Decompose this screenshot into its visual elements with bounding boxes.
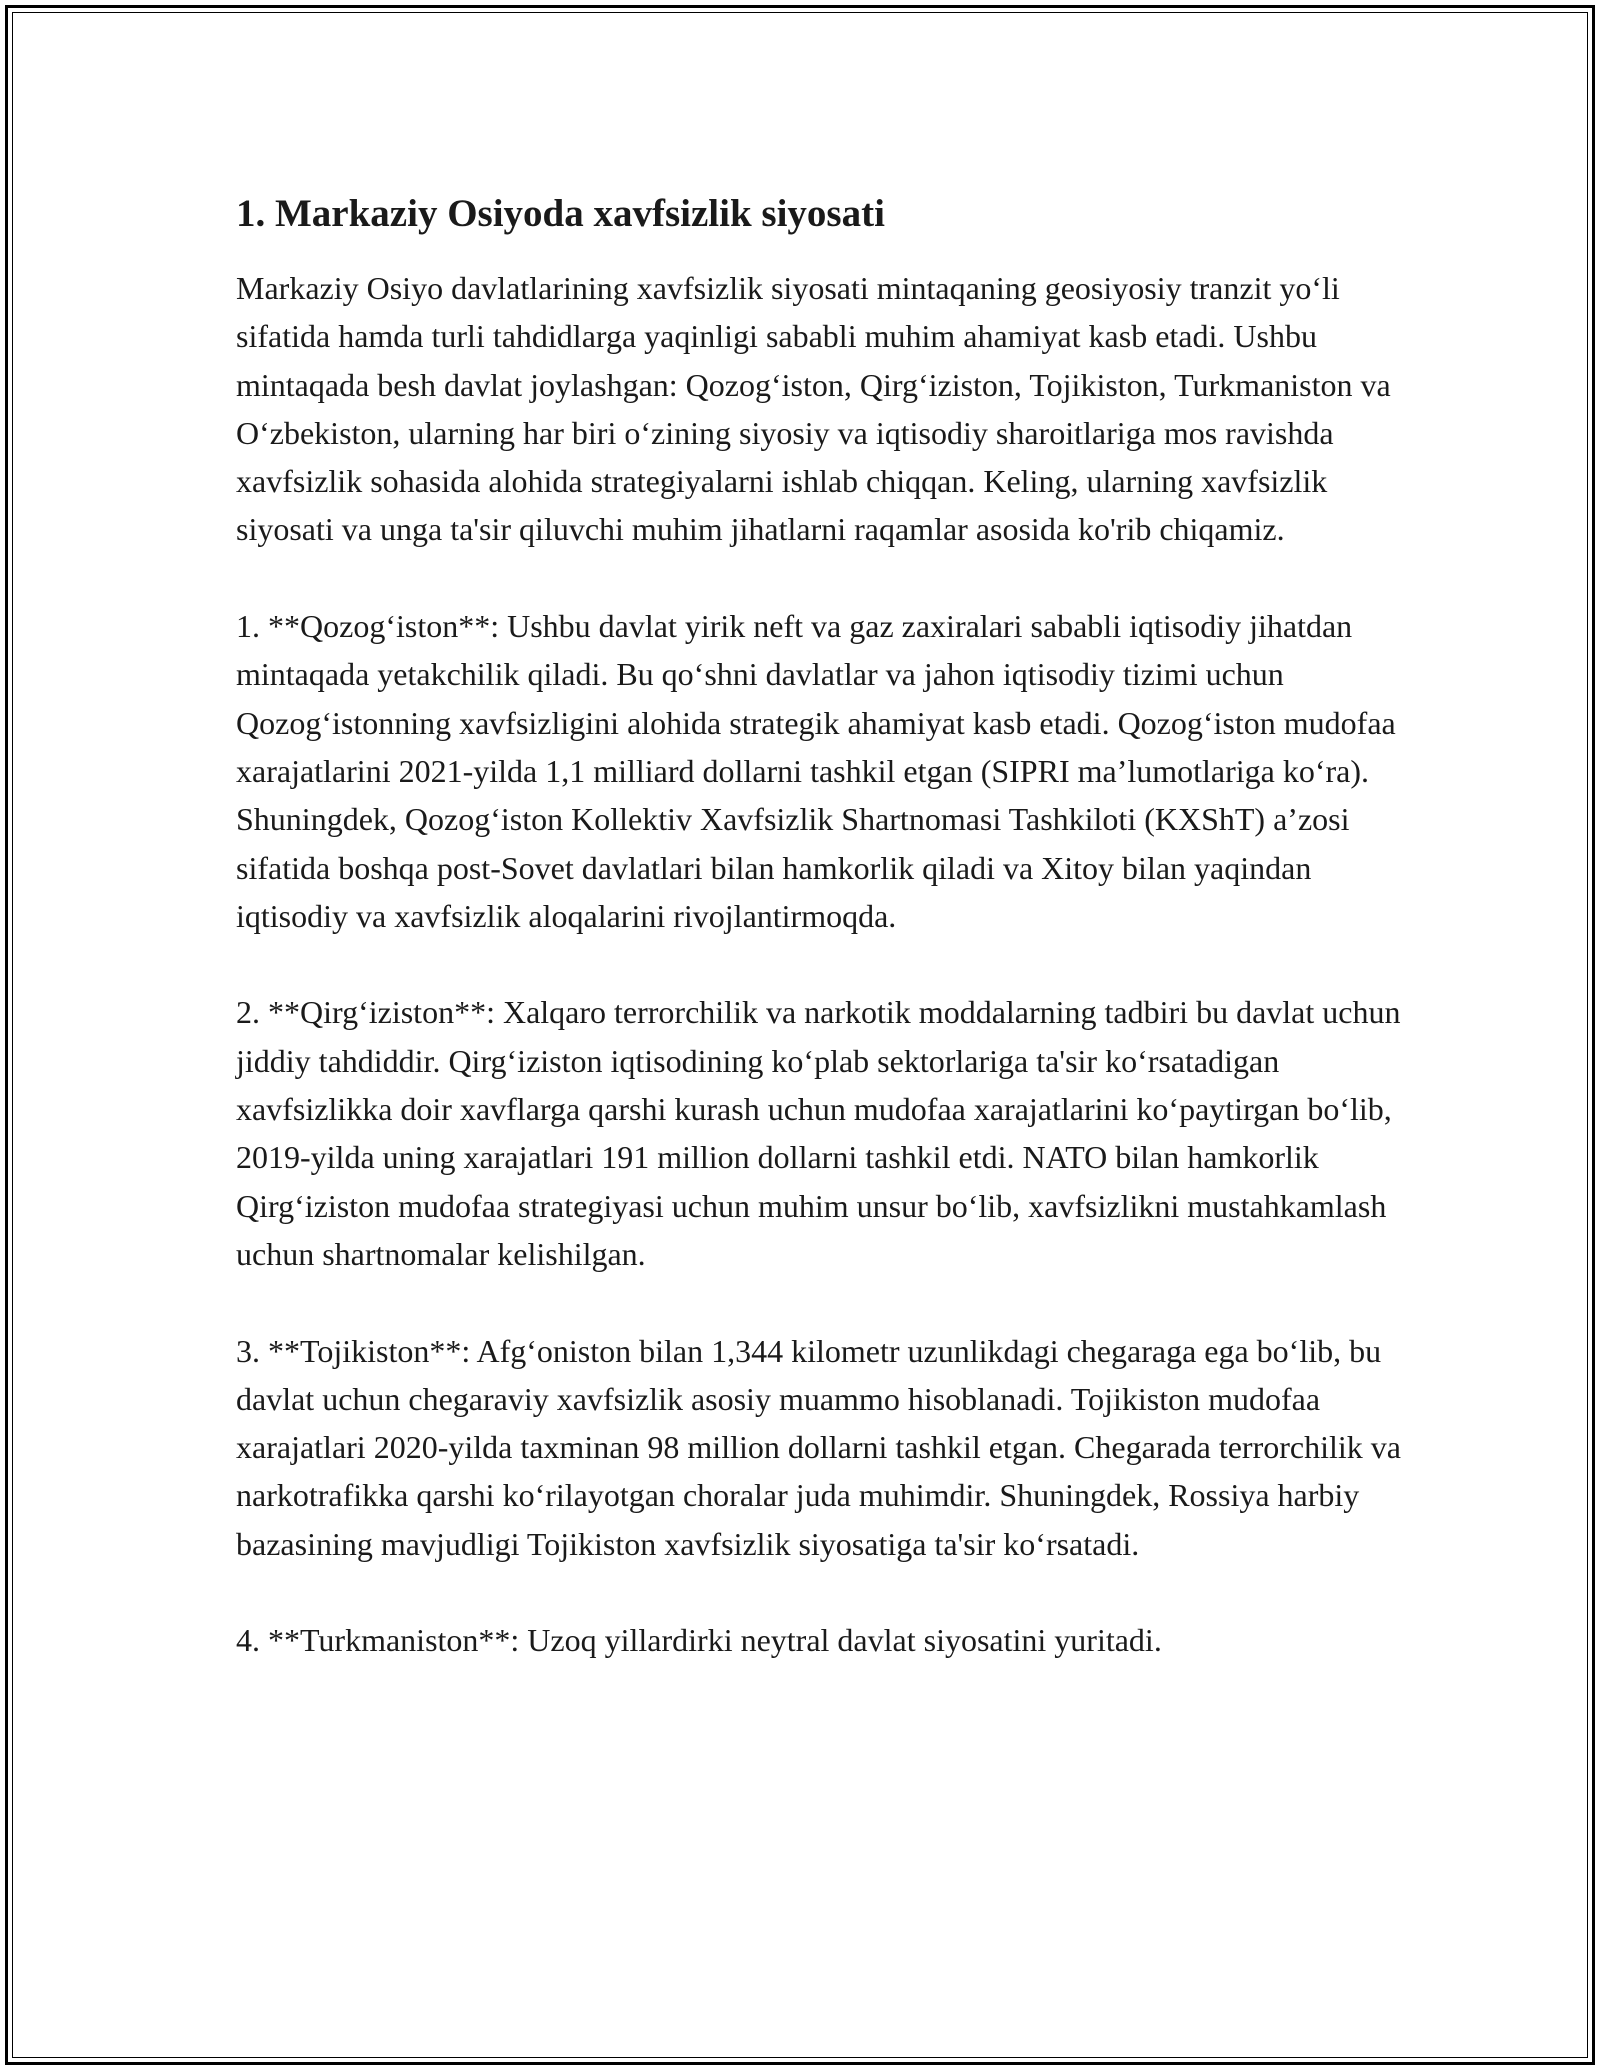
paragraph-turkmenistan: 4. **Turkmaniston**: Uzoq yillardirki neytral davlat siyosatini yuritadi. — [236, 1622, 1162, 1659]
paragraph-kazakhstan: 1. **Qozog‘iston**: Ushbu davlat yirik neft va gaz zaxiralari sababli iqtisodiy jihatdan mintaqada yetakchilik qiladi. Bu qo‘shni davlatlar va jahon iqtisodiy tizimi uchun Qozog‘istonning xavfsizligini alohida strategik ahamiyat kasb etadi. Qozog‘iston mudofaa xarajatlarini 2021-yilda 1,1 milliard dollarni tashkil etgan (SIPRI ma’lumotlariga ko‘ra). Shuningdek, Qozog‘iston Kollektiv Xavfsizlik Shartnomasi Tashkiloti (KXShT) a’zosi sifatida boshqa post-Sovet davlatlari bilan hamkorlik qiladi va Xitoy bilan yaqindan iqtisodiy va xavfsizlik aloqalarini rivojlantirmoqda. — [236, 608, 1396, 934]
paragraph-tajikistan: 3. **Tojikiston**: Afg‘oniston bilan 1,344 kilometr uzunlikdagi chegaraga ega bo‘lib, bu davlat uchun chegaraviy xavfsizlik asosiy muammo hisoblanadi. Tojikiston mudofaa xarajatlari 2020-yilda taxminan 98 million dollarni tashkil etgan. Chegarada terrorchilik va narkotrafikka qarshi ko‘rilayotgan choralar juda muhimdir. Shuningdek, Rossiya harbiy bazasining mavjudligi Tojikiston xavfsizlik siyosatiga ta'sir ko‘rsatadi. — [236, 1332, 1401, 1562]
document-body — [236, 183, 1426, 1713]
document-title: 1. Markaziy Osiyoda xavfsizlik siyosati — [236, 192, 885, 235]
intro-paragraph: Markaziy Osiyo davlatlarining xavfsizlik siyosati mintaqaning geosiyosiy tranzit yo‘li sifatida hamda turli tahdidlarga yaqinligi sababli muhim ahamiyat kasb etadi. Ushbu mintaqada besh davlat joylashgan: Qozog‘iston, Qirg‘iziston, Tojikiston, Turkmaniston va O‘zbekiston, ularning har biri o‘zining siyosiy va iqtisodiy sharoitlariga mos ravishda xavfsizlik sohasida alohida strategiyalarni ishlab chiqqan. Keling, ularning xavfsizlik siyosati va unga ta'sir qiluvchi muhim jihatlarni raqamlar asosida ko'rib chiqamiz. — [236, 270, 1391, 548]
paragraph-kyrgyzstan: 2. **Qirg‘iziston**: Xalqaro terrorchilik va narkotik moddalarning tadbiri bu davlat uchun jiddiy tahdiddir. Qirg‘iziston iqtisodining ko‘plab sektorlariga ta'sir ko‘rsatadigan xavfsizlikka doir xavflarga qarshi kurash uchun mudofaa xarajatlarini ko‘paytirgan bo‘lib, 2019-yilda uning xarajatlari 191 million dollarni tashkil etdi. NATO bilan hamkorlik Qirg‘iziston mudofaa strategiyasi uchun muhim unsur bo‘lib, xavfsizlikni mustahkamlash uchun shartnomalar kelishilgan. — [236, 994, 1401, 1272]
